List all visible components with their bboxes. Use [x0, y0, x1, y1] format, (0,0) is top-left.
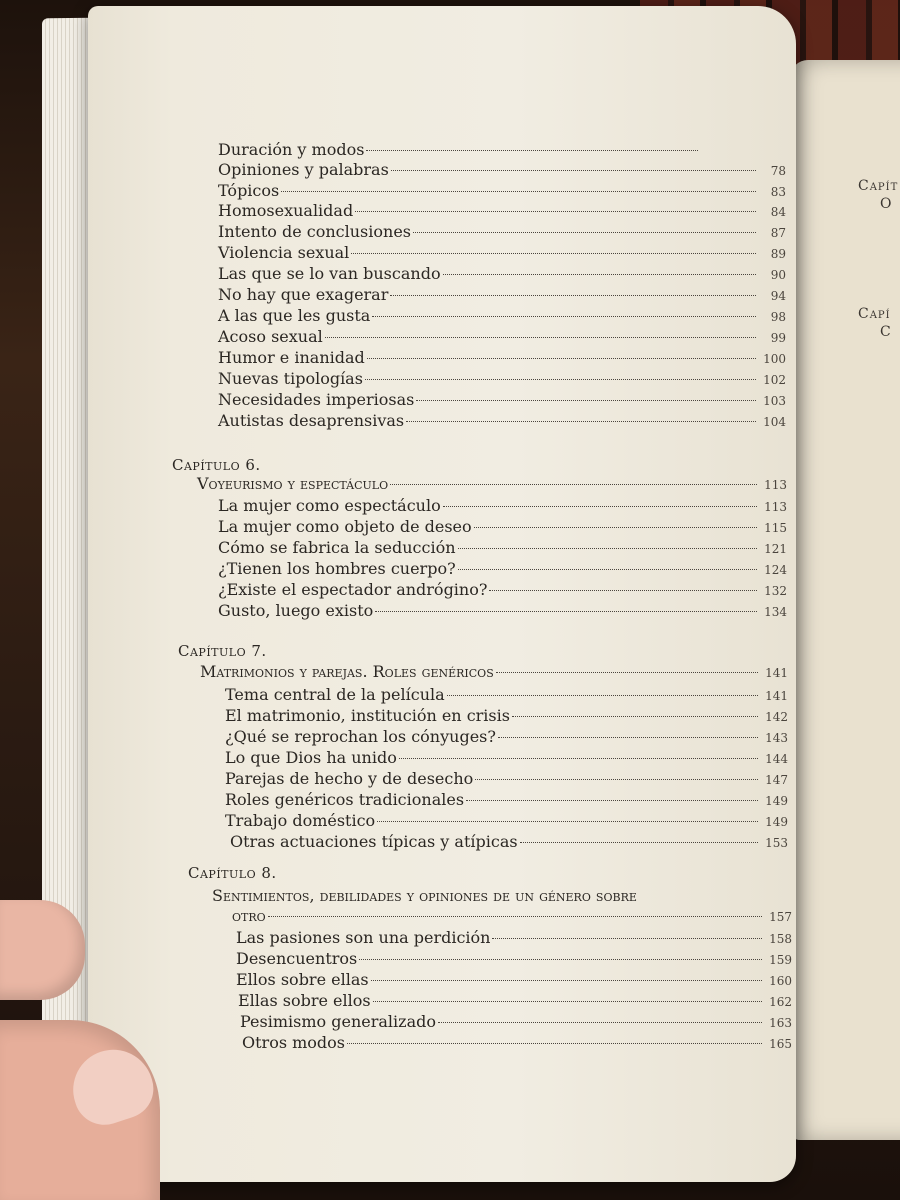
chapter-heading-continued: [232, 906, 792, 927]
entry-page: 165: [769, 1037, 792, 1051]
toc-entry: [218, 264, 786, 285]
entry-title: A las que les gusta: [218, 306, 371, 325]
toc-entry: [225, 811, 788, 832]
entry-page: 163: [769, 1016, 792, 1030]
dot-leader: [359, 959, 762, 960]
heading-title: Voyeurismo y espectáculo: [197, 474, 389, 493]
entry-title: Humor e inanidad: [218, 348, 365, 367]
dot-leader: [406, 421, 756, 422]
dot-leader: [475, 779, 758, 780]
toc-entry: [218, 369, 786, 390]
facing-fragment: Capít: [858, 178, 899, 194]
entry-page: 99: [770, 331, 786, 345]
toc-entry: [242, 1033, 792, 1054]
toc-entry: [238, 991, 792, 1012]
entry-page: 83: [770, 185, 786, 199]
entry-page: 87: [770, 226, 786, 240]
entry-title: Desencuentros: [236, 949, 358, 968]
entry-title: Intento de conclusiones: [218, 222, 411, 241]
entry-page: 158: [769, 932, 792, 946]
dot-leader: [390, 295, 756, 296]
entry-title: ¿Existe el espectador andrógino?: [218, 580, 488, 599]
dot-leader: [325, 337, 756, 338]
facing-fragment: C: [880, 324, 892, 340]
dot-leader: [372, 316, 756, 317]
entry-title: Necesidades imperiosas: [218, 390, 415, 409]
toc-entry: [218, 181, 786, 202]
entry-title: Opiniones y palabras: [218, 160, 389, 179]
toc-entry: [218, 580, 787, 601]
toc-entry: [225, 769, 788, 790]
toc-entry: [236, 928, 792, 949]
entry-title: Trabajo doméstico: [225, 811, 376, 830]
entry-title: Violencia sexual: [218, 243, 350, 262]
dot-leader: [391, 170, 756, 171]
entry-title: ¿Qué se reprochan los cónyuges?: [225, 727, 496, 746]
dot-leader: [443, 274, 756, 275]
entry-page: 104: [763, 415, 786, 429]
entry-title: La mujer como espectáculo: [218, 496, 441, 515]
dot-leader: [399, 758, 758, 759]
entry-page: 89: [770, 247, 786, 261]
dot-leader: [458, 569, 757, 570]
toc-entry: [225, 790, 788, 811]
entry-page: 141: [765, 689, 788, 703]
toc-entry: [218, 517, 787, 538]
entry-title: Autistas desaprensivas: [218, 411, 405, 430]
heading-title: Sentimientos, debilidades y opiniones de un género sobre: [212, 886, 637, 905]
chapter-label: Capítulo 7.: [178, 642, 267, 660]
toc-entry: [218, 306, 786, 327]
dot-leader: [367, 358, 756, 359]
dot-leader: [498, 737, 758, 738]
toc-entry: [230, 832, 788, 853]
entry-title: Duración y modos: [218, 140, 365, 159]
entry-page: 143: [765, 731, 788, 745]
entry-title: ¿Tienen los hombres cuerpo?: [218, 559, 456, 578]
toc-entry: [240, 1012, 792, 1033]
chapter-label: Capítulo 6.: [172, 456, 261, 474]
toc-entry: [218, 538, 787, 559]
entry-page: 157: [769, 910, 792, 924]
toc-entry: [218, 285, 786, 306]
entry-title: Lo que Dios ha unido: [225, 748, 397, 767]
entry-page: 121: [764, 542, 787, 556]
dot-leader: [375, 611, 757, 612]
entry-page: 159: [769, 953, 792, 967]
entry-page: 144: [765, 752, 788, 766]
entry-page: 134: [764, 605, 787, 619]
entry-title: Ellos sobre ellas: [236, 970, 369, 989]
entry-page: 132: [764, 584, 787, 598]
dot-leader: [520, 842, 758, 843]
dot-leader: [371, 980, 762, 981]
facing-fragment: O: [880, 196, 893, 212]
toc-entry: [218, 496, 787, 517]
entry-page: 115: [764, 521, 787, 535]
toc-entry: [225, 685, 788, 706]
toc-entry: [218, 160, 786, 181]
dot-leader: [466, 800, 758, 801]
entry-title: Las que se lo van buscando: [218, 264, 441, 283]
entry-title: Ellas sobre ellos: [238, 991, 371, 1010]
toc-entry: [218, 601, 787, 622]
dot-leader: [351, 253, 756, 254]
entry-page: 98: [770, 310, 786, 324]
dot-leader: [390, 484, 757, 485]
dot-leader: [416, 400, 756, 401]
entry-title: Las pasiones son una perdición: [236, 928, 491, 947]
entry-page: 113: [764, 478, 787, 492]
entry-page: 147: [765, 773, 788, 787]
entry-page: 100: [763, 352, 786, 366]
heading-title: otro: [232, 906, 266, 925]
toc-entry: [218, 348, 786, 369]
toc-entry: [218, 411, 786, 432]
entry-page: 149: [765, 794, 788, 808]
entry-title: Gusto, luego existo: [218, 601, 374, 620]
entry-page: 78: [770, 164, 786, 178]
entry-page: 160: [769, 974, 792, 988]
dot-leader: [268, 916, 762, 917]
dot-leader: [413, 232, 756, 233]
heading-title: Matrimonios y parejas. Roles genéricos: [200, 662, 494, 681]
entry-page: 94: [770, 289, 786, 303]
entry-title: Otras actuaciones típicas y atípicas: [230, 832, 518, 851]
dot-leader: [458, 548, 757, 549]
dot-leader: [366, 150, 698, 151]
entry-page: 90: [770, 268, 786, 282]
entry-title: No hay que exagerar: [218, 285, 389, 304]
toc-entry: [236, 949, 792, 970]
left-finger: [0, 900, 85, 1000]
entry-page: 124: [764, 563, 787, 577]
toc-entry: [218, 559, 787, 580]
dot-leader: [377, 821, 758, 822]
toc-entry: [218, 222, 786, 243]
chapter-heading: [212, 886, 757, 906]
dot-leader: [512, 716, 758, 717]
entry-title: El matrimonio, institución en crisis: [225, 706, 510, 725]
entry-page: 102: [763, 373, 786, 387]
toc-entry: [218, 327, 786, 348]
entry-title: Parejas de hecho y de desecho: [225, 769, 474, 788]
toc-entry: [236, 970, 792, 991]
chapter-heading: [197, 474, 787, 495]
entry-page: 162: [769, 995, 792, 1009]
dot-leader: [447, 695, 758, 696]
entry-page: 141: [765, 666, 788, 680]
toc-entry: [225, 748, 788, 769]
toc-entry: [218, 140, 728, 160]
dot-leader: [496, 672, 758, 673]
toc-entry: [225, 727, 788, 748]
dot-leader: [438, 1022, 762, 1023]
dot-leader: [355, 211, 756, 212]
toc-entry: [218, 201, 786, 222]
dot-leader: [474, 527, 757, 528]
entry-page: 142: [765, 710, 788, 724]
entry-title: Tema central de la película: [225, 685, 445, 704]
facing-fragment: Capí: [858, 306, 891, 322]
entry-page: 149: [765, 815, 788, 829]
entry-title: Tópicos: [218, 181, 280, 200]
entry-title: La mujer como objeto de deseo: [218, 517, 472, 536]
entry-title: Nuevas tipologías: [218, 369, 363, 388]
entry-title: Homosexualidad: [218, 201, 354, 220]
entry-page: 103: [763, 394, 786, 408]
entry-page: 84: [770, 205, 786, 219]
entry-title: Roles genéricos tradicionales: [225, 790, 465, 809]
entry-page: 113: [764, 500, 787, 514]
entry-title: Pesimismo generalizado: [240, 1012, 436, 1031]
toc-entry: [218, 243, 786, 264]
dot-leader: [347, 1043, 762, 1044]
dot-leader: [373, 1001, 762, 1002]
entry-title: Cómo se fabrica la seducción: [218, 538, 456, 557]
toc-entry: [225, 706, 788, 727]
entry-title: Otros modos: [242, 1033, 346, 1052]
chapter-label: Capítulo 8.: [188, 864, 277, 882]
dot-leader: [489, 590, 757, 591]
entry-title: Acoso sexual: [218, 327, 323, 346]
entry-page: 153: [765, 836, 788, 850]
dot-leader: [281, 191, 756, 192]
chapter-heading: [200, 662, 788, 683]
dot-leader: [443, 506, 757, 507]
toc-entry: [218, 390, 786, 411]
dot-leader: [365, 379, 756, 380]
dot-leader: [492, 938, 762, 939]
